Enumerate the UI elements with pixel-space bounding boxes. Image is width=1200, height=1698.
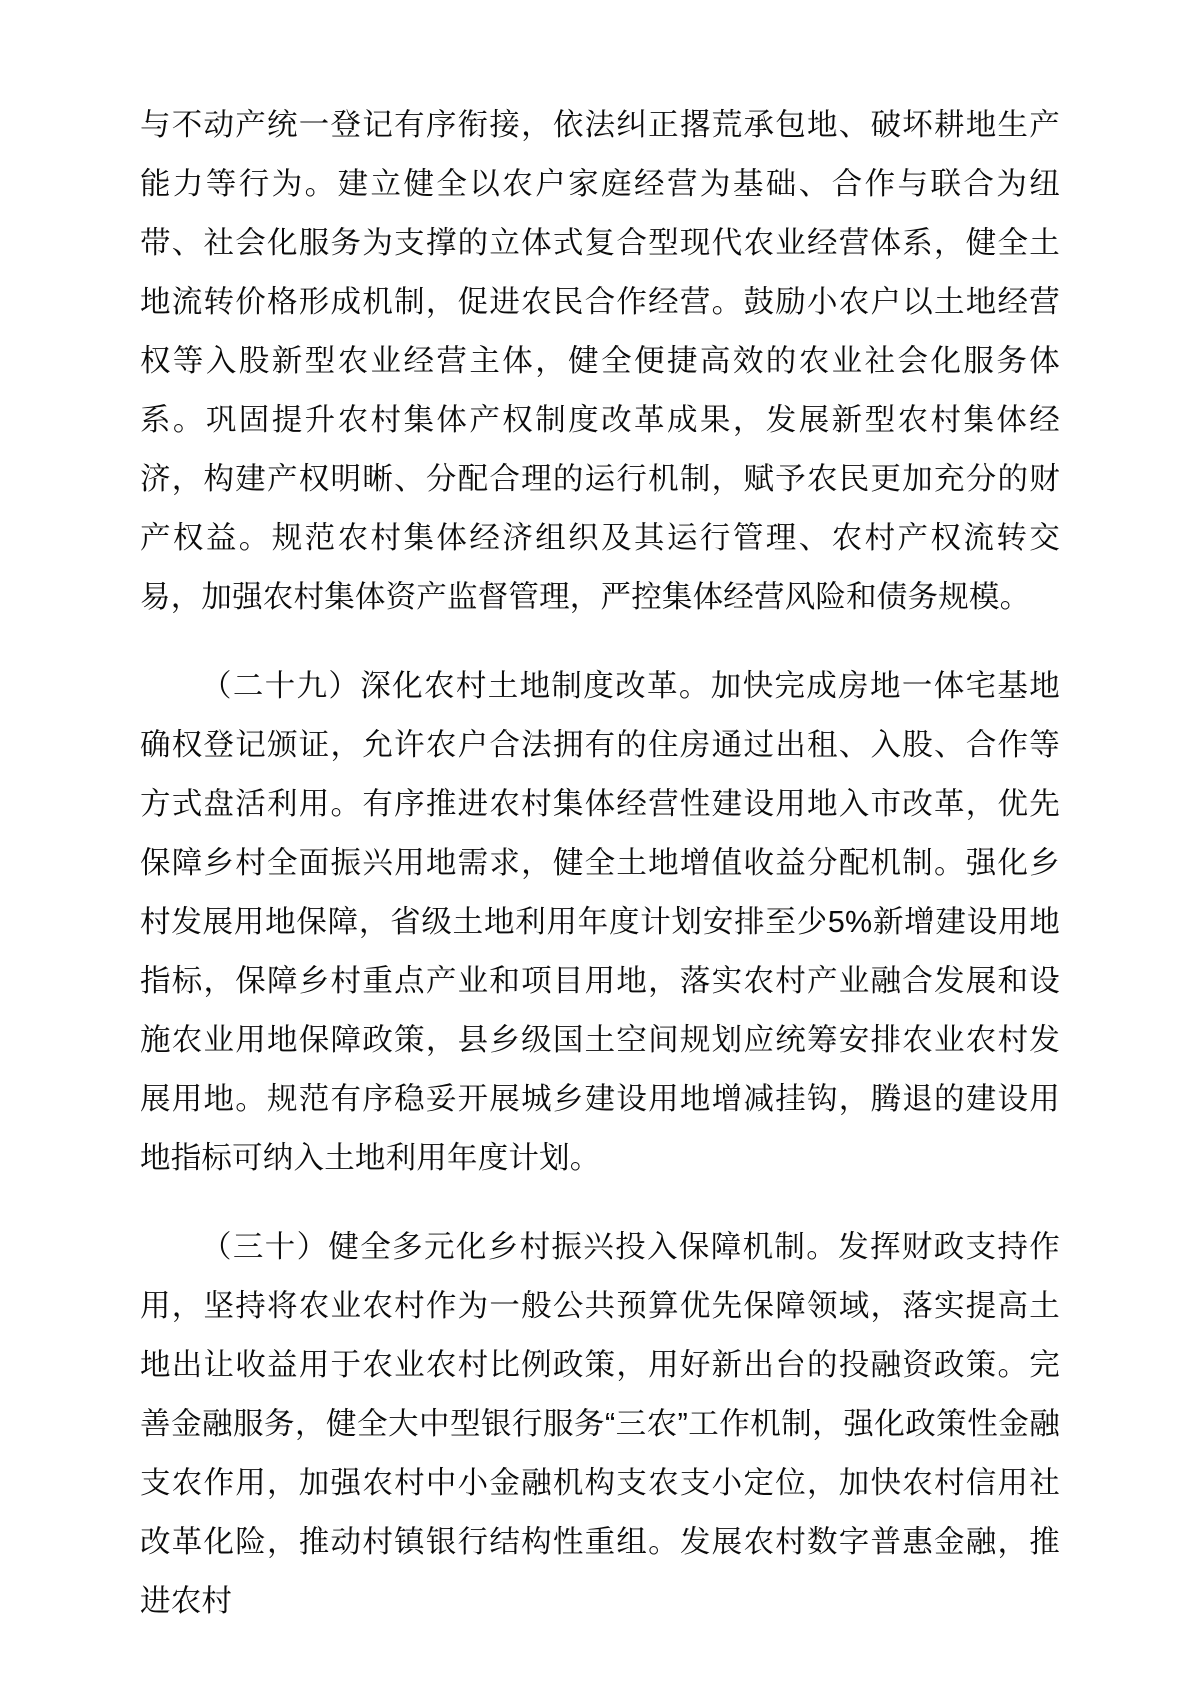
document-body	[140, 96, 1060, 1631]
paragraph-section-29: （二十九）深化农村土地制度改革。加快完成房地一体宅基地确权登记颁证，允许农户合法拥有的住房通过出租、入股、合作等方式盘活利用。有序推进农村集体经营性建设用地入市改革，优先保障乡村全面振兴用地需求，健全土地增值收益分配机制。强化乡村发展用地保障，省级土地利用年度计划安排至少5%新增建设用地指标，保障乡村重点产业和项目用地，落实农村产业融合发展和设施农业用地保障政策，县乡级国土空间规划应统筹安排农业农村发展用地。规范有序稳妥开展城乡建设用地增减挂钩，腾退的建设用地指标可纳入土地利用年度计划。	[140, 669, 1060, 1175]
paragraph-section-30: （三十）健全多元化乡村振兴投入保障机制。发挥财政支持作用，坚持将农业农村作为一般公共预算优先保障领域，落实提高土地出让收益用于农业农村比例政策，用好新出台的投融资政策。完善金融服务，健全大中型银行服务“三农”工作机制，强化政策性金融支农作用，加强农村中小金融机构支农支小定位，加快农村信用社改革化险，推动村镇银行结构性重组。发展农村数字普惠金融，推进农村	[140, 1230, 1060, 1618]
paragraph-continuation: 与不动产统一登记有序衔接，依法纠正撂荒承包地、破坏耕地生产能力等行为。建立健全以农户家庭经营为基础、合作与联合为纽带、社会化服务为支撑的立体式复合型现代农业经营体系，健全土地流转价格形成机制，促进农民合作经营。鼓励小农户以土地经营权等入股新型农业经营主体，健全便捷高效的农业社会化服务体系。巩固提升农村集体产权制度改革成果，发展新型农村集体经济，构建产权明晰、分配合理的运行机制，赋予农民更加充分的财产权益。规范农村集体经济组织及其运行管理、农村产权流转交易，加强农村集体资产监督管理，严控集体经营风险和债务规模。	[140, 108, 1060, 614]
